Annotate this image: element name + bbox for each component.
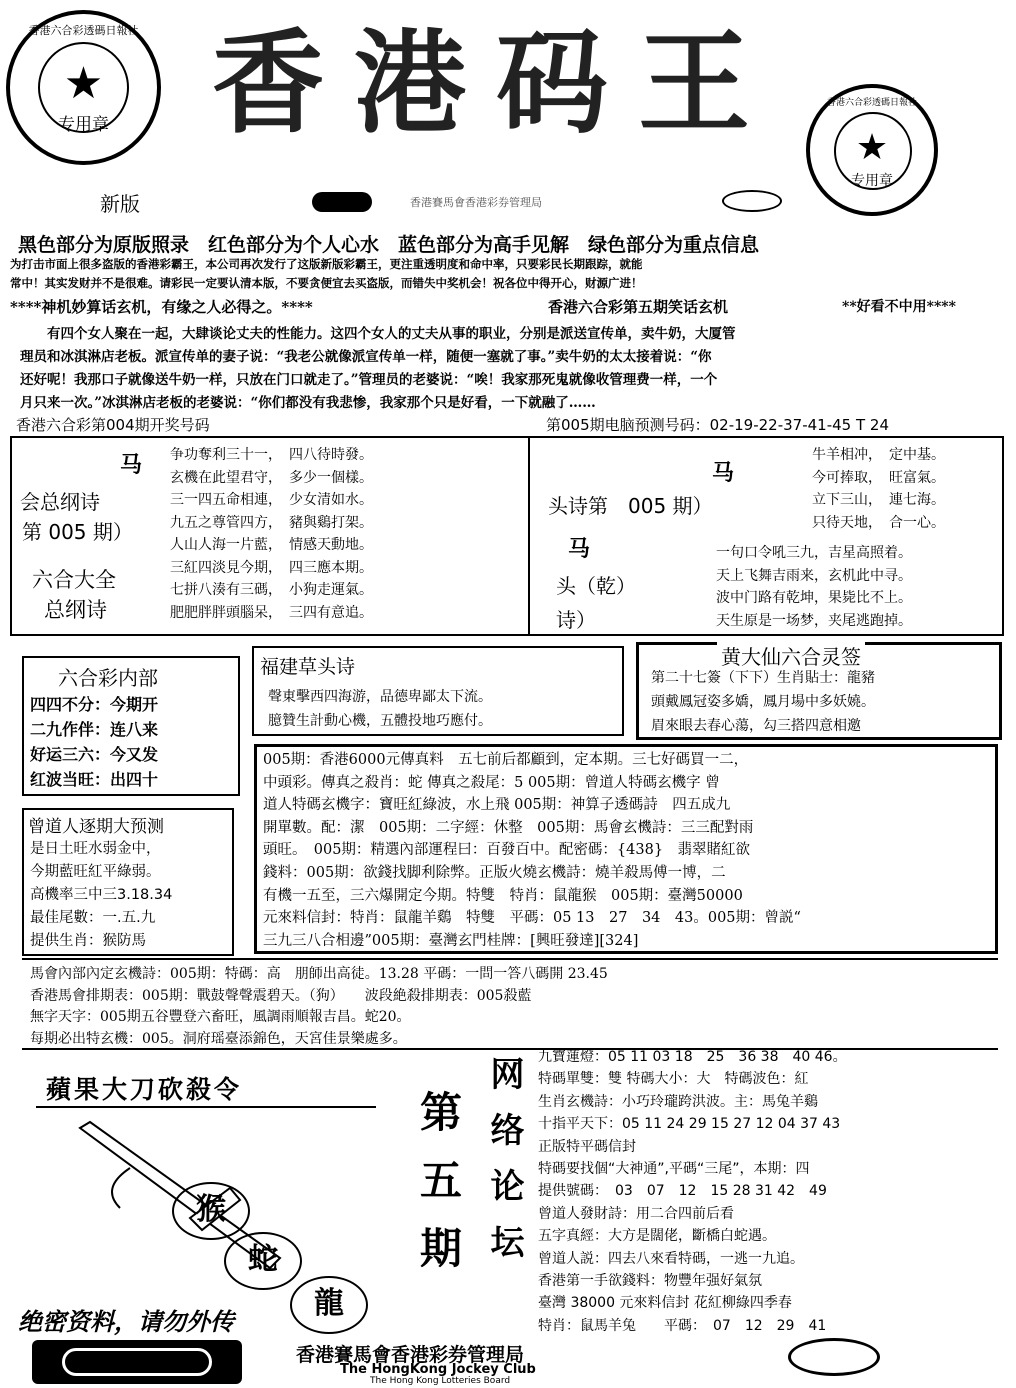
intro-line-2: 常中！其实发财并不是很难。请彩民一定要认清本版，不要贪便宜去买盗版，而错失中奖机会！祝各位中得开心，财源广进！: [10, 276, 643, 290]
star-icon: ★: [855, 127, 889, 168]
poem-line: 玄機在此望君守， 多少一個樣。: [170, 469, 373, 486]
jockey-club-logo: [32, 1340, 242, 1384]
main-info-line: 頭旺。 005期：精選內部運程曰：百發百中。配密碼：{438} 翡翠賭紅欲: [263, 842, 751, 859]
forum-line: 曾道人説：四去八來看特碼，一逃一九追。: [538, 1250, 804, 1267]
huang-line-1: 第二十七簽（下下）生肖貼士：龍豬: [651, 670, 875, 686]
poem-title-3: 六合大全: [32, 568, 116, 592]
prediction-numbers: 第005期电脑预测号码：02-19-22-37-41-45 T 24: [546, 416, 890, 434]
horse-club-box: [22, 958, 998, 1050]
joke-line-1: 有四个女人聚在一起，大肆谈论丈夫的性能力。这四个女人的丈夫从事的职业，分别是派送宣传单，卖牛奶，大厦管: [20, 326, 736, 342]
poem-right-bottom: [716, 542, 912, 632]
joke-bar-right: **好看不中用****: [842, 299, 956, 315]
star-icon: ★: [63, 58, 104, 109]
inner-row-val: 出四十: [110, 770, 159, 789]
draw-result-title: 香港六合彩第004期开奖号码: [16, 416, 210, 434]
zodiac-horse-3: 马: [568, 537, 591, 562]
footer-emblem-icon: [788, 1338, 880, 1376]
inner-row-key: 红波当旺：: [30, 770, 111, 789]
stamp-label-right: 专用章: [851, 173, 893, 189]
mid-poem-title-3: 诗）: [556, 608, 596, 632]
stamp-seal-right: [806, 84, 938, 216]
stamp-text-right: 香港六合彩透碼日報社: [826, 98, 917, 108]
intro-line-1: 为打击市面上很多盗版的香港彩霸王，本公司再次发行了这版新版彩霸王，更注重透明度和命中率，只要彩民长期跟踪，就能: [10, 257, 643, 271]
forum-line: 五字真經：大方是闊佬，斷橋白蛇遇。: [538, 1228, 776, 1245]
main-info-line: 005期：香港6000元傳真料 五七前后都顧到，定本期。三七好碼買一二，: [263, 752, 749, 768]
horse-line: 每期必出特玄機：005。洞府瑶臺添錦色，天宮佳景樂處多。: [30, 1030, 407, 1047]
poem-right-top: [812, 444, 945, 534]
zodiac-horse-2: 马: [712, 461, 735, 486]
huang-line-3: 眉來眼去春心蕩，勾三搭四意相邀: [651, 718, 861, 734]
footer-org-en1: The HongKong Jockey Club: [340, 1362, 536, 1377]
zodiac-bubble-snake: 蛇: [224, 1232, 302, 1290]
poem-left-lines: [170, 444, 373, 624]
joke-bar-left: ****神机妙算话玄机，有缘之人必得之。****: [10, 298, 313, 316]
forum-line: 特碼要找個“大神通”,平碼“三尾”，本期：四: [538, 1161, 810, 1178]
zodiac-bubble-dragon: 龍: [290, 1276, 368, 1334]
header-emblem-icon: [722, 190, 782, 212]
color-legend: 黑色部分为原版照录 红色部分为个人心水 蓝色部分为高手见解 绿色部分为重点信息: [18, 234, 760, 256]
main-info-line: 道人特碼玄機字：寶旺紅綠波，水上飛 005期：神算子透碼詩 四五成九: [263, 797, 731, 814]
inner-box-title: 六合彩内部: [58, 666, 158, 690]
fujian-title: 福建草头诗: [260, 656, 356, 678]
zeng-line: 最佳尾數：一.五.九: [30, 910, 156, 926]
main-info-line: 錢料：005期：欲錢找脚利除弊。正版火燒玄機詩：燒羊殺馬傅一博，二: [263, 864, 726, 881]
apple-title-underline: [36, 1106, 376, 1108]
inner-box-rows: [30, 692, 158, 792]
forum-line: 特肖：鼠馬羊兔 平碼： 07 12 29 41: [538, 1317, 827, 1334]
poem-line: 波中门路有乾坤，果毙比不上。: [716, 590, 912, 606]
apple-title: 蘋果大刀砍殺令: [46, 1075, 243, 1104]
poem-line: 肥肥胖胖頭腦呆， 三四有意追。: [170, 604, 373, 621]
poem-line: 争功奪利三十一， 四八待時發。: [170, 447, 373, 463]
main-info-line: 有機一五至，三六爆開定今期。特雙 特肖：鼠龍猴 005期：臺灣50000: [263, 887, 743, 904]
poem-title-4: 总纲诗: [44, 598, 107, 622]
forum-line: 臺灣 38000 元來料信封 花紅柳綠四季春: [538, 1295, 792, 1312]
joke-line-4: 月只来一次。”冰淇淋店老板的老婆说：“你们都没有我悲惨，我家那个只是好看，一下就融了……: [20, 395, 596, 411]
page-title: 香港码王: [212, 19, 780, 149]
poem-line: 九五之尊管四方， 豬與鷄打架。: [170, 514, 373, 531]
forum-line: 十指平天下：05 11 24 29 15 27 12 04 37 43: [538, 1116, 841, 1133]
horse-line: 無字天字：005期五谷豐登六畜旺，風調雨順報吉昌。蛇20。: [30, 1009, 411, 1025]
horse-line: 香港馬會排期表：005期：戰鼓聲聲震碧天。（狗） 波段絶殺排期表：005殺藍: [30, 987, 532, 1004]
footer-org-en2: The Hong Kong Lotteries Board: [370, 1376, 511, 1386]
zeng-line: 是日土旺水弱金中，: [30, 841, 161, 857]
mid-poem-title-2: 头（乾）: [556, 574, 636, 598]
zodiac-bubble-monkey: 猴: [172, 1182, 250, 1240]
huang-line-2: 頭戴鳳冠姿多嬌，鳳月場中多妖嬈。: [651, 694, 875, 710]
forum-lines: [538, 1046, 847, 1337]
stamp-text: 香港六合彩透碼日報社: [28, 24, 139, 37]
inner-row-key: 好运三六：: [30, 745, 111, 764]
inner-row-val: 今又发: [110, 745, 159, 764]
main-info-line: 元來料信封：特肖：鼠龍羊鷄 特雙 平碼：05 13 27 34 43。005期：曾説“: [263, 910, 801, 927]
poem-line: 只待天地， 合一心。: [812, 514, 945, 531]
poem-line: 人山人海一片藍， 情感天動地。: [170, 537, 373, 553]
forum-line: 曾道人發財詩：用二合四前后看: [538, 1205, 734, 1222]
horse-line: 馬會內部內定玄機詩：005期：特碼：高 朋師出高徒。13.28 平碼：一問一答八碼開 23.45: [30, 966, 608, 982]
main-info-line: 開單數。配：潔 005期：二字經：休整 005期：馬會玄機詩：三三配對雨: [263, 819, 754, 836]
zeng-prediction-box: [22, 808, 234, 956]
joke-bar-title: 香港六合彩第五期笑话玄机: [548, 298, 729, 316]
main-info-lines: [263, 749, 801, 952]
poem-title-2: 第 005 期）: [22, 520, 133, 544]
main-info-line: 中頭彩。傳真之殺肖：蛇 傳真之殺尾：5 005期：曾道人特碼玄機字 曾: [263, 774, 720, 791]
stamp-label: 专用章: [58, 115, 109, 135]
fujian-poem-box: [252, 646, 624, 736]
joke-line-2: 理员和冰淇淋店老板。派宣传单的妻子说：“我老公就像派宣传单一样，随便一塞就了事。”卖牛奶的太太接着说：“你: [20, 349, 712, 365]
inner-row-val: 连八来: [110, 720, 159, 739]
zeng-line: 高機率三中三3.18.34: [30, 887, 173, 903]
poem-line: 七拼八湊有三碼， 小狗走運氣。: [170, 582, 373, 598]
forum-vertical-label: 网络论坛: [484, 1056, 524, 1280]
poem-title-1: 会总纲诗: [20, 490, 100, 514]
edition-label: 新版: [100, 192, 140, 216]
inner-row-val: 今期开: [110, 695, 159, 714]
main-info-box: [254, 744, 998, 954]
forum-line: 正版特平碼信封: [538, 1138, 636, 1155]
fujian-line-1: 聲東擊西四海游，品德卑鄙太下流。: [268, 689, 492, 705]
issue-vertical-label: 第五期: [414, 1090, 463, 1294]
poem-line: 牛羊相冲， 定中基。: [812, 447, 945, 463]
inner-row-key: 二九作伴：: [30, 720, 111, 739]
huang-daxian-box: [636, 642, 1002, 740]
poem-line: 天生原是一场梦，夹尾逃跑掉。: [716, 612, 912, 629]
header-logo-bar: [312, 192, 372, 212]
stamp-seal-left: [6, 10, 161, 165]
inner-info-box: [22, 656, 240, 796]
fujian-line-2: 臆贊生計動心機，五體投地巧應付。: [268, 713, 492, 729]
zeng-title: 曾道人逐期大预测: [28, 817, 164, 837]
zodiac-horse-1: 马: [120, 453, 143, 478]
header-subtitle: 香港賽馬會香港彩券管理局: [410, 196, 542, 209]
inner-row-key: 四四不分：: [30, 695, 111, 714]
main-info-line: 三九三八合相邊”005期：臺灣玄門桂牌：[興旺發達][324]: [263, 932, 639, 949]
huang-title: 黄大仙六合灵签: [717, 641, 865, 670]
footer-org-cn: 香港賽馬會香港彩券管理局: [296, 1344, 525, 1366]
forum-line: 九寶蓮燈：05 11 03 18 25 36 38 40 46。: [538, 1049, 847, 1065]
forum-line: 生肖玄機詩：小巧玲瓏跨洪波。主：馬兔羊鷄: [538, 1093, 818, 1110]
poem-line: 三一四五命相連， 少女清如水。: [170, 492, 373, 508]
forum-line: 提供號碼： 03 07 12 15 28 31 42 49: [538, 1183, 827, 1200]
secret-notice: 绝密资料，请勿外传: [18, 1308, 234, 1336]
forum-line: 特碼單雙：雙 特碼大小：大 特碼波色：紅: [538, 1071, 809, 1088]
mid-poem-title: 头诗第 005 期）: [548, 494, 713, 518]
horse-lines: [30, 964, 608, 1050]
poem-line: 一句口令吼三九，吉星高照着。: [716, 545, 912, 561]
poem-line: 立下三山， 連七海。: [812, 492, 945, 508]
poem-line: 三紅四淡見今期， 四三應本期。: [170, 559, 373, 576]
poem-line: 今可捧取， 旺富氣。: [812, 469, 945, 486]
zeng-lines: [30, 838, 172, 953]
joke-line-3: 还好呢！我那口子就像送牛奶一样，只放在门口就走了。”管理员的老婆说：“唉！我家那死鬼就像收管理费一样，一个: [20, 372, 718, 388]
forum-line: 香港第一手欲錢料：物豐年强好氣氛: [538, 1273, 762, 1290]
zeng-line: 今期藍旺紅平綠弱。: [30, 864, 161, 880]
zeng-line: 提供生肖：猴防馬: [30, 933, 146, 949]
poem-line: 天上飞舞吉雨来，玄机此中寻。: [716, 567, 912, 584]
